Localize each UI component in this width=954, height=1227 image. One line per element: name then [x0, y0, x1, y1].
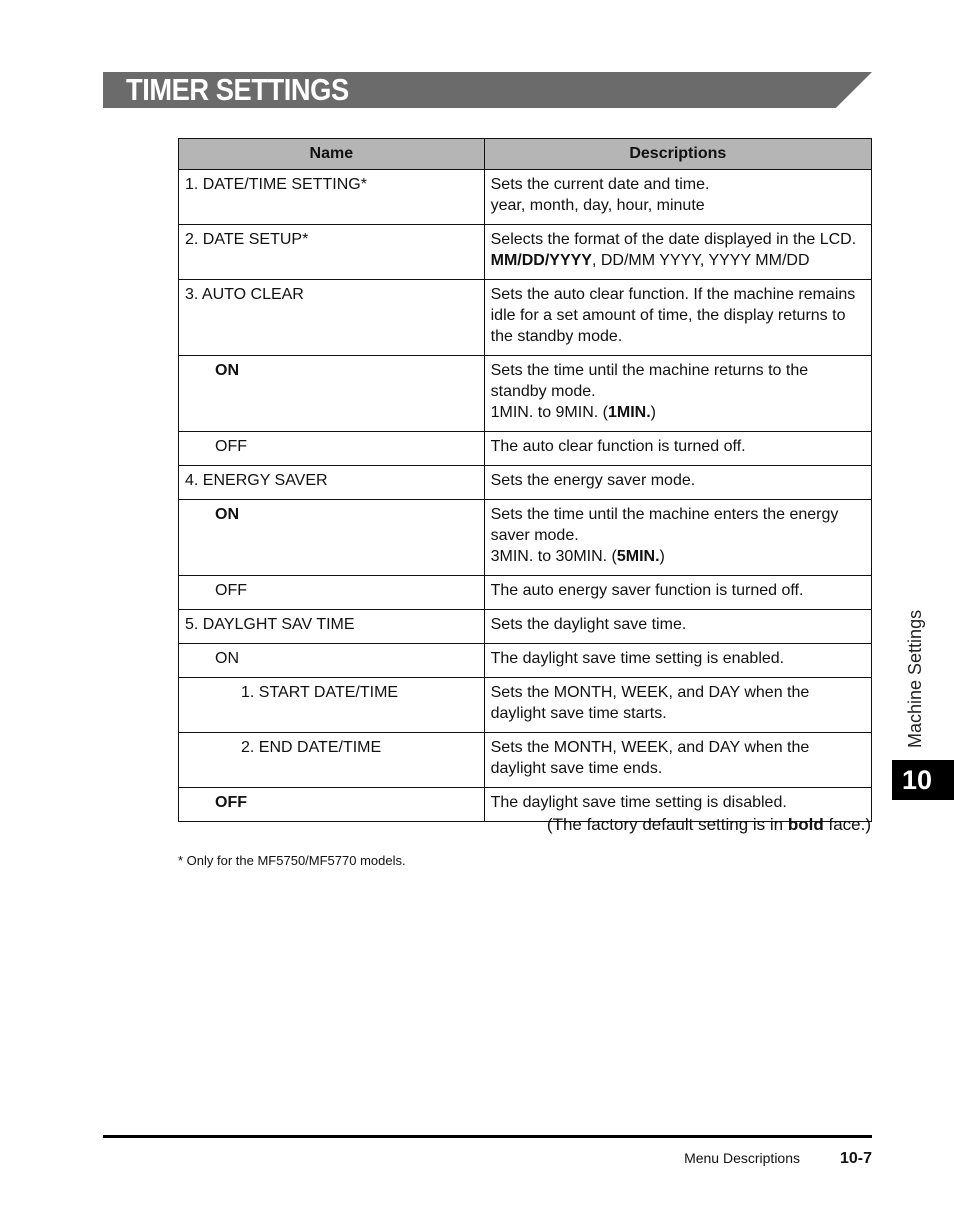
- column-header-descriptions: Descriptions: [484, 139, 871, 170]
- table-row: [179, 170, 872, 225]
- table-row: [179, 466, 872, 500]
- row-name: ON: [179, 356, 485, 432]
- description-line: year, month, day, hour, minute: [490, 197, 705, 214]
- note-text: (The factory default setting is in: [546, 815, 788, 834]
- table-row: [179, 280, 872, 356]
- row-description: The auto clear function is turned off.: [484, 432, 871, 466]
- row-description: [484, 170, 871, 225]
- row-name: ON: [179, 644, 485, 678]
- row-description: [484, 500, 871, 576]
- page-title: TIMER SETTINGS: [126, 72, 349, 107]
- row-name: OFF: [179, 576, 485, 610]
- row-description: Sets the MONTH, WEEK, and DAY when the daylight save time starts.: [484, 678, 871, 733]
- row-name: OFF: [179, 432, 485, 466]
- row-description: [484, 356, 871, 432]
- row-name: 5. DAYLGHT SAV TIME: [179, 610, 485, 644]
- row-description: Sets the auto clear function. If the machine remains idle for a set amount of time, the display returns to the standby mode.: [484, 280, 871, 356]
- table-row: [179, 500, 872, 576]
- row-name: ON: [179, 500, 485, 576]
- row-name: 1. START DATE/TIME: [179, 678, 485, 733]
- description-line: Sets the current date and time.: [490, 176, 710, 193]
- range-line: [491, 402, 865, 423]
- timer-settings-table: [178, 138, 872, 822]
- range-line: [491, 546, 865, 567]
- column-header-name: Name: [179, 139, 485, 170]
- row-description: Sets the daylight save time.: [484, 610, 871, 644]
- table-row: [179, 432, 872, 466]
- factory-default-note: [547, 815, 871, 835]
- table-row: [179, 356, 872, 432]
- footnote: * Only for the MF5750/MF5770 models.: [178, 853, 406, 868]
- row-name: 2. END DATE/TIME: [179, 733, 485, 788]
- row-name: 1. DATE/TIME SETTING*: [179, 170, 485, 225]
- description-line: Sets the time until the machine enters the energy saver mode.: [490, 506, 839, 544]
- note-text-end: face.): [823, 815, 871, 834]
- range-close: ): [659, 548, 665, 565]
- chapter-tab: 10: [892, 760, 954, 800]
- table-row: [179, 225, 872, 280]
- other-values: , DD/MM YYYY, YYYY MM/DD: [591, 252, 810, 269]
- footer-section-name: Menu Descriptions: [684, 1150, 800, 1166]
- note-bold-word: bold: [787, 815, 824, 834]
- row-name: OFF: [179, 788, 485, 822]
- description-line: Sets the time until the machine returns to the standby mode.: [490, 362, 809, 400]
- row-description: [484, 225, 871, 280]
- default-value: 1MIN.: [607, 404, 651, 421]
- range-text: 1MIN. to 9MIN. (: [490, 404, 608, 421]
- side-section-label: Machine Settings: [905, 609, 925, 748]
- table-row: [179, 678, 872, 733]
- table-header-row: [179, 139, 872, 170]
- default-value: MM/DD/YYYY: [490, 252, 592, 269]
- row-description: The daylight save time setting is disabled.: [484, 788, 871, 822]
- row-description: Sets the MONTH, WEEK, and DAY when the daylight save time ends.: [484, 733, 871, 788]
- row-name: 4. ENERGY SAVER: [179, 466, 485, 500]
- range-text: 3MIN. to 30MIN. (: [490, 548, 617, 565]
- range-close: ): [650, 404, 656, 421]
- date-formats-line: [491, 250, 865, 271]
- row-name: 3. AUTO CLEAR: [179, 280, 485, 356]
- description-line: Selects the format of the date displayed in the LCD.: [490, 231, 857, 248]
- page-number: 10-7: [839, 1150, 872, 1167]
- row-description: Sets the energy saver mode.: [484, 466, 871, 500]
- table-row: [179, 576, 872, 610]
- table-row: [179, 733, 872, 788]
- footer-rule: [103, 1135, 872, 1138]
- row-name: 2. DATE SETUP*: [179, 225, 485, 280]
- default-value: 5MIN.: [616, 548, 660, 565]
- table-row: [179, 610, 872, 644]
- row-description: The auto energy saver function is turned off.: [484, 576, 871, 610]
- table-row: [179, 644, 872, 678]
- row-description: The daylight save time setting is enabled.: [484, 644, 871, 678]
